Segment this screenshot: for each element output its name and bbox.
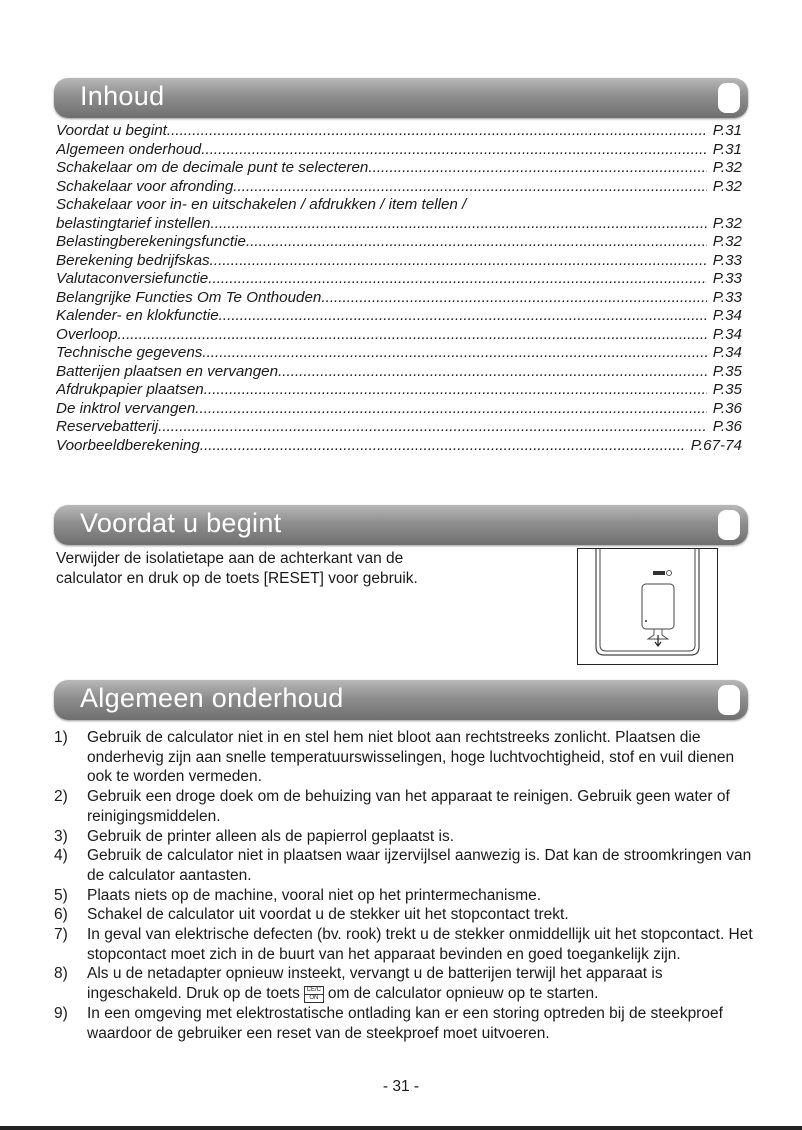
dot-leader (167, 122, 707, 141)
toc-entry-label: Batterijen plaatsen en vervangen (56, 362, 279, 380)
dot-leader (368, 159, 706, 178)
dot-leader (200, 437, 685, 456)
list-item (54, 964, 754, 1003)
toc-entry-label: Schakelaar voor afronding (56, 177, 234, 195)
dot-leader (202, 344, 706, 363)
maintenance-list (54, 728, 754, 1043)
toc-entry (56, 233, 742, 252)
item-number: 5) (54, 886, 68, 904)
toc-entry-page: P.67-74 (690, 436, 742, 454)
toc-entry (56, 437, 742, 456)
dot-leader (158, 418, 707, 437)
dot-leader (204, 381, 707, 400)
key-label-bottom: ON (305, 994, 323, 1002)
toc-entry-page: P.32 (712, 159, 742, 176)
section-header-toc (54, 78, 748, 118)
item-number: 7) (54, 926, 68, 944)
item-text: Gebruik de calculator niet in plaatsen waar ijzervijlsel aanwezig is. Dat kan de stroomkringen van de calculator aantasten. (87, 847, 752, 884)
dot-leader (321, 289, 706, 308)
toc-entry-page: P.34 (712, 307, 742, 324)
toc-entry-label: Voorbeeldberekening (56, 436, 200, 454)
toc-entry (56, 400, 742, 419)
dot-leader (211, 215, 707, 234)
toc-entry (56, 344, 742, 363)
toc-entry-label: Reservebatterij (56, 418, 159, 435)
item-text: Gebruik de printer alleen als de papierrol geplaatst is. (87, 827, 455, 845)
intro-line: calculator en druk op de toets [RESET] voor gebruik. (56, 570, 418, 587)
toc-entry (56, 159, 742, 178)
toc-entry-label: Technische gegevens (56, 344, 203, 361)
toc-entry-page: P.31 (712, 122, 742, 139)
dot-leader (208, 270, 706, 289)
toc-entry-label: Voordat u begint (56, 122, 167, 139)
toc-entry (56, 122, 742, 141)
toc-entry (56, 270, 742, 289)
list-item (54, 886, 754, 906)
table-of-contents (56, 122, 742, 455)
toc-entry-label: belastingtarief instellen (56, 214, 211, 232)
calculator-back-illustration (577, 548, 718, 665)
toc-entry-label: Overloop (56, 325, 118, 343)
toc-entry-page: P.33 (712, 270, 742, 287)
toc-entry-page: P.33 (712, 251, 742, 269)
item-number: 8) (54, 965, 68, 983)
item-text: Schakel de calculator uit voordat u de stekker uit het stopcontact trekt. (87, 906, 569, 924)
toc-entry-label: Berekening bedrijfskas (56, 251, 210, 269)
intro-line: Verwijder de isolatietape aan de achterkant van de (56, 550, 404, 567)
toc-entry-page: P.32 (712, 177, 742, 195)
list-item (54, 728, 754, 787)
intro-text (56, 549, 418, 589)
item-text: Gebruik een droge doek om de behuizing van het apparaat te reinigen. Gebruik geen water of reinigingsmiddelen. (87, 788, 730, 825)
toc-entry-page: P.35 (712, 381, 742, 398)
item-number: 2) (54, 788, 68, 806)
section-header-care (54, 680, 748, 720)
dot-leader (246, 233, 707, 252)
item-text: Gebruik de calculator niet in en stel hem niet bloot aan rechtstreeks zonlicht. Plaatsen die onderhevig zijn aan snelle temperatuurswisselingen, hoge luchtvochtigheid, stof en vuil dienen ook te worden vermeden. (87, 729, 735, 786)
item-text: In een omgeving met elektrostatische ontlading kan er een storing optreden bij de steekproef waardoor de gebruiker een reset van de steekproef moet uitvoeren. (87, 1004, 723, 1042)
toc-entry-page: P.33 (712, 288, 742, 306)
toc-entry (56, 252, 742, 271)
toc-entry-page: P.32 (712, 233, 742, 250)
list-item (54, 846, 754, 885)
toc-entry (56, 418, 742, 437)
toc-entry (56, 289, 742, 308)
dot-leader (201, 141, 706, 160)
ce-c-on-key-icon (304, 986, 324, 1003)
item-text (87, 964, 754, 1003)
key-label-top: CE/C (306, 986, 321, 993)
toc-entry-label: Schakelaar voor in- en uitschakelen / afdrukken / item tellen / (56, 196, 467, 213)
item-number: 9) (54, 1004, 68, 1022)
item-text: Plaats niets op de machine, vooral niet op het printermechanisme. (87, 886, 542, 904)
section-header-intro (54, 505, 748, 545)
toc-entry-label: Valutaconversiefunctie (56, 270, 209, 287)
header-tab-decoration (718, 83, 740, 113)
page-number: - 31 - (382, 1078, 420, 1095)
toc-entry-page: P.31 (712, 140, 742, 158)
item-number: 1) (54, 729, 68, 746)
toc-entry-label: Afdrukpapier plaatsen (56, 381, 204, 398)
toc-entry-label: Schakelaar om de decimale punt te selecteren (56, 159, 369, 176)
header-tab-decoration (718, 510, 740, 540)
section-title: Inhoud (80, 81, 165, 111)
bottom-rule (0, 1126, 802, 1130)
item-number: 3) (54, 827, 68, 845)
toc-entry-page: P.34 (712, 344, 742, 361)
toc-entry-label: Algemeen onderhoud (56, 140, 202, 158)
list-item (54, 905, 754, 925)
item-text-part: Als u de netadapter opnieuw insteekt, vervangt u de batterijen terwijl het apparaat is ingeschakeld. Druk op de toets (87, 965, 663, 1003)
header-tab-decoration (718, 685, 740, 715)
item-number: 6) (54, 906, 68, 924)
toc-entry-page: P.32 (712, 214, 742, 232)
dot-leader (210, 252, 707, 271)
toc-entry (56, 141, 742, 160)
toc-entry (56, 307, 742, 326)
toc-entry-page: P.35 (712, 362, 742, 380)
dot-leader (219, 307, 707, 326)
item-text-part: om de calculator opnieuw op te starten. (327, 985, 599, 1003)
toc-entry (56, 363, 742, 382)
toc-entry-label: Belastingberekeningsfunctie (56, 233, 246, 250)
toc-entry-page: P.36 (712, 399, 742, 417)
toc-entry (56, 178, 742, 197)
item-number: 4) (54, 847, 68, 865)
toc-entry-page: P.36 (712, 418, 742, 435)
dot-leader (278, 363, 707, 382)
section-title: Algemeen onderhoud (80, 683, 344, 713)
list-item (54, 827, 754, 847)
toc-entry (56, 215, 742, 234)
toc-entry (56, 326, 742, 345)
toc-entry-label: De inktrol vervangen (56, 399, 196, 417)
dot-leader (195, 400, 706, 419)
list-item (54, 1004, 754, 1043)
dot-leader (233, 178, 706, 197)
list-item (54, 787, 754, 826)
toc-entry-label: Kalender- en klokfunctie (56, 307, 219, 324)
toc-entry (56, 381, 742, 400)
toc-entry (56, 196, 742, 215)
item-text: In geval van elektrische defecten (bv. rook) trekt u de stekker onmiddellijk uit het stopcontact. Het stopcontact moet zich in de buurt van het apparaat bevinden en goed toegankelijk zijn. (87, 926, 753, 963)
section-title: Voordat u begint (80, 508, 282, 538)
toc-entry-page: P.34 (712, 325, 742, 343)
dot-leader (118, 326, 707, 345)
reset-tape-diagram (578, 549, 717, 664)
list-item (54, 925, 754, 964)
toc-entry-label: Belangrijke Functies Om Te Onthouden (56, 288, 322, 306)
